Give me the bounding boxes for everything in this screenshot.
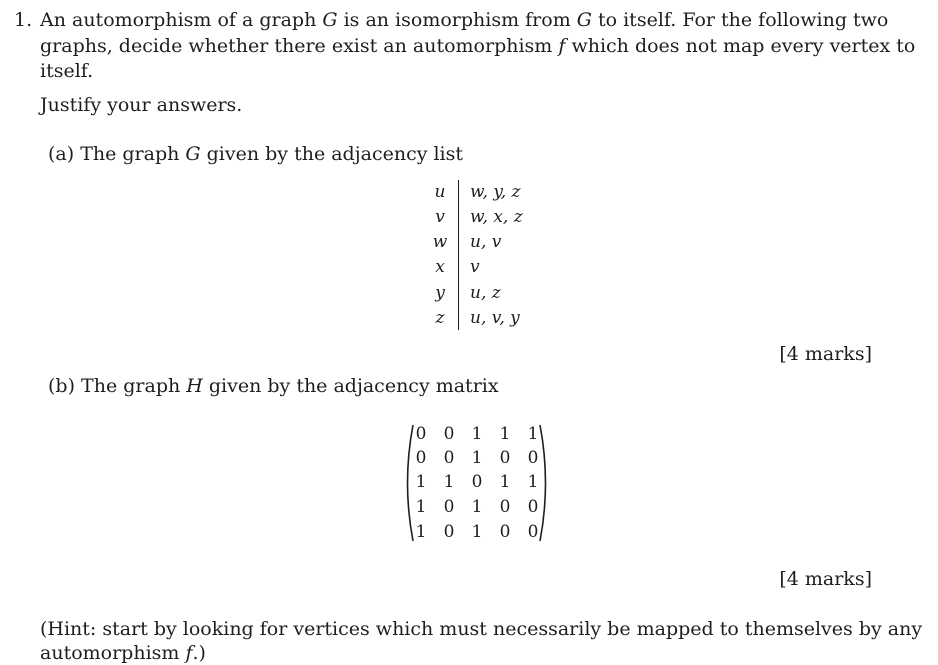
part-a-text: The graph [80, 143, 186, 165]
matrix-cell: 0 [499, 448, 511, 468]
matrix-cell: 1 [471, 424, 483, 444]
intro-line-3: itself. [40, 60, 94, 82]
adjacency-vertex: x [435, 257, 445, 277]
part-b-text: given by the adjacency matrix [202, 375, 499, 397]
graph-symbol-G: G [576, 9, 592, 31]
matrix-cell: 1 [415, 522, 427, 542]
matrix-cell: 0 [443, 497, 455, 517]
matrix-cell: 1 [471, 497, 483, 517]
justify-instruction: Justify your answers. [40, 94, 243, 116]
matrix-cell: 0 [443, 448, 455, 468]
matrix-cell: 1 [499, 424, 511, 444]
intro-text: An automorphism of a graph [40, 9, 323, 31]
matrix-cell: 1 [415, 472, 427, 492]
adjacency-vertex: v [435, 207, 445, 227]
matrix-cell: 0 [527, 448, 539, 468]
matrix-cell: 1 [471, 448, 483, 468]
hint-text: automorphism [40, 642, 186, 664]
adjacency-neighbors: u, z [470, 283, 501, 303]
hint-text: .) [192, 642, 206, 664]
adjacency-neighbors: u, v, y [470, 308, 520, 328]
adjacency-neighbors: w, x, z [470, 207, 523, 227]
matrix-cell: 1 [443, 472, 455, 492]
matrix-cell: 1 [415, 497, 427, 517]
matrix-cell: 1 [527, 424, 539, 444]
matrix-cell: 0 [443, 424, 455, 444]
matrix-cell: 1 [499, 472, 511, 492]
part-b-label: (b) [48, 375, 75, 397]
intro-line-1 [40, 8, 888, 32]
matrix-cell: 0 [527, 497, 539, 517]
matrix-cell: 0 [499, 497, 511, 517]
matrix-cell: 0 [415, 424, 427, 444]
part-a-text: given by the adjacency list [200, 143, 464, 165]
graph-symbol-G: G [322, 9, 338, 31]
adjacency-neighbors: v [470, 257, 480, 277]
intro-text: which does not map every vertex to [565, 35, 916, 57]
intro-text: graphs, decide whether there exist an automorphism [40, 35, 559, 57]
part-b-heading [48, 374, 499, 398]
matrix-cell: 0 [415, 448, 427, 468]
intro-text: is an isomorphism from [337, 9, 577, 31]
hint-line-2 [40, 641, 206, 665]
hint-line-1: (Hint: start by looking for vertices which must necessarily be mapped to themselves by any [40, 618, 923, 640]
matrix-cell: 0 [527, 522, 539, 542]
part-a-marks: [4 marks] [779, 343, 872, 365]
function-symbol-f: f [558, 35, 566, 57]
matrix-cell: 1 [527, 472, 539, 492]
adjacency-vertex: w [432, 232, 448, 252]
matrix-cell: 0 [471, 472, 483, 492]
graph-symbol-G: G [185, 143, 201, 165]
intro-line-2 [40, 34, 915, 58]
adjacency-neighbors: w, y, z [470, 182, 521, 202]
matrix-cell: 1 [471, 522, 483, 542]
adjacency-vertex: u [434, 182, 446, 202]
question-number: 1. [14, 9, 33, 31]
part-a-label: (a) [48, 143, 75, 165]
adjacency-list-divider [458, 180, 459, 330]
part-a-heading [48, 142, 463, 166]
function-symbol-f: f [185, 642, 193, 664]
intro-text: to itself. For the following two [591, 9, 889, 31]
matrix-cell: 0 [443, 522, 455, 542]
adjacency-vertex: y [435, 283, 445, 303]
adjacency-neighbors: u, v [470, 232, 502, 252]
part-b-marks: [4 marks] [779, 568, 872, 590]
graph-symbol-H: H [186, 375, 203, 397]
adjacency-vertex: z [435, 308, 445, 328]
matrix-cell: 0 [499, 522, 511, 542]
part-b-text: The graph [81, 375, 187, 397]
